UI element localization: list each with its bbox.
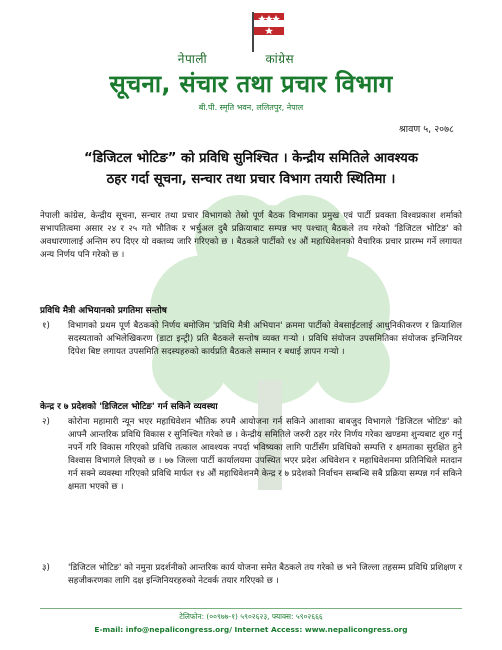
item-text: कोरोना महामारी न्यून भएर महाधिवेशन भौतिक रुपमै आयोजना गर्न सकिने आशाका बाबजुद विभागले 'डिजिटल भोटिङ' को आफ्नै आन्तरिक प्रविधि विकास र सुनिश्चित गरेको छ । केन्द्रीय समितिले जरुरी ठहर गरेर निर्णय गरेका खण्डमा शुन्यबाट शुरु गर्नु नपर्ने गरि विकास गरिएको प्रविधि तत्काल आवश्यक नपर्दा भविष्यका लागि पार्टीसँग प्रविधिको सम्पत्ति र क्षमताका सुरक्षित हुने विश्वास विभागले लिएको छ । ७७ जिल्ला पार्टी कार्यालयमा उपस्थित भएर प्रदेश अधिवेशन र महाधिवेशनमा प्रतिनिधिले मतदान गर्न सक्ने व्यवस्था गरिएको प्रविधि मार्फत १४ औं महाधिवेशनमै केन्द्र र ७ प्रदेशको निर्वाचन सम्बन्धि सबै प्रक्रिया सम्पन्न गर्न सकिने क्षमता भएको छ । [68, 417, 462, 492]
nepali-congress-flag-icon [246, 10, 290, 54]
headline-line-1: “डिजिटल भोटिङ” को प्रविधि सुनिश्चित । केन्द्रीय समितिले आवश्यक [84, 151, 418, 166]
headline-line-2: ठहर गर्दा सूचना, सन्चार तथा प्रचार विभाग तयारी स्थितिमा । [106, 172, 396, 187]
organization-name [0, 50, 502, 67]
press-release-headline [40, 148, 462, 190]
footer-contact: E-mail: info@nepalicongress.org/ Internet Access: www.nepalicongress.org [94, 625, 408, 634]
footer-divider [40, 608, 462, 609]
item-number: १) [42, 321, 50, 331]
department-title: सूचना, संचार तथा प्रचार विभाग [109, 70, 393, 98]
section-heading: प्रविधि मैत्री अभियानको प्रगतिमा सन्तोष [40, 306, 167, 316]
letter-date: श्रावण ५, २०७८ [398, 124, 454, 135]
item-number: ३) [42, 563, 50, 573]
item-text: 'डिजिटल भोटिङ' को नमुना प्रदर्शनीको आन्तरिक कार्य योजना समेत बैठकले तय गरेको छ भने जिल्ला तहसम्म प्रविधि प्रशिक्षण र सहजीकरणका लागि दक्ष इन्जिनियरहरुको नेटवर्क तयार गरिएको छ । [68, 563, 462, 586]
address: बी.पी. स्मृति भवन, ललितपुर, नेपाल [198, 103, 304, 112]
intro-paragraph: नेपाली कांग्रेस, केन्द्रीय सूचना, सन्चार तथा प्रचार विभागको तेस्रो पूर्ण बैठक विभागका प्रमुख एवं पार्टी प्रवक्ता विश्वप्रकाश शर्माको सभापतित्वमा असार २४ र २५ गते भौतिक र भर्चुअल दुबै प्रक्रियाबाट सम्पन्न भए पश्चात् बैठकले तय गरेको 'डिजिटल भोटिङ' को अवधारणालाई अन्तिम रुप दिएर यो वक्तव्य जारि गरिएको छ । बैठकले पार्टीको १४ औं महाधिवेशनको वैचारिक प्रचार प्रारम्भ गर्ने लगायत अन्य निर्णय पनि गरेको छ । [40, 211, 462, 260]
footer-telephone: टेलिफोन: (००९७७-१) ५९०२६२३, फ्याक्स: ५९०२६६६ [179, 612, 323, 621]
org-name-left: नेपाली [177, 52, 208, 66]
item-number: २) [42, 417, 50, 427]
org-name-right: कांग्रेस [265, 52, 295, 66]
item-text: विभागको प्रथम पूर्ण बैठकको निर्णय बमोजिम 'प्रविधि मैत्री अभियान' क्रममा पार्टीको वेबसाईटलाई आधुनिकीकरण र क्रियाशिल सदस्यताको अभिलेखिकरण (डाटा इन्ट्री) प्रति बैठकले सन्तोष व्यक्त गर्‍यो । प्रविधि संयोजन उपसमितिका संयोजक इन्जिनियर दिपेश बिष्ट लगायत उपसमिति सदस्यहरुको कार्यप्रति बैठकले सम्मान र बधाई ज्ञापन गर्‍यो । [68, 321, 462, 357]
section-heading: केन्द्र र ७ प्रदेशको 'डिजिटल भोटिङ' गर्न सकिने व्यवस्था [40, 402, 218, 412]
